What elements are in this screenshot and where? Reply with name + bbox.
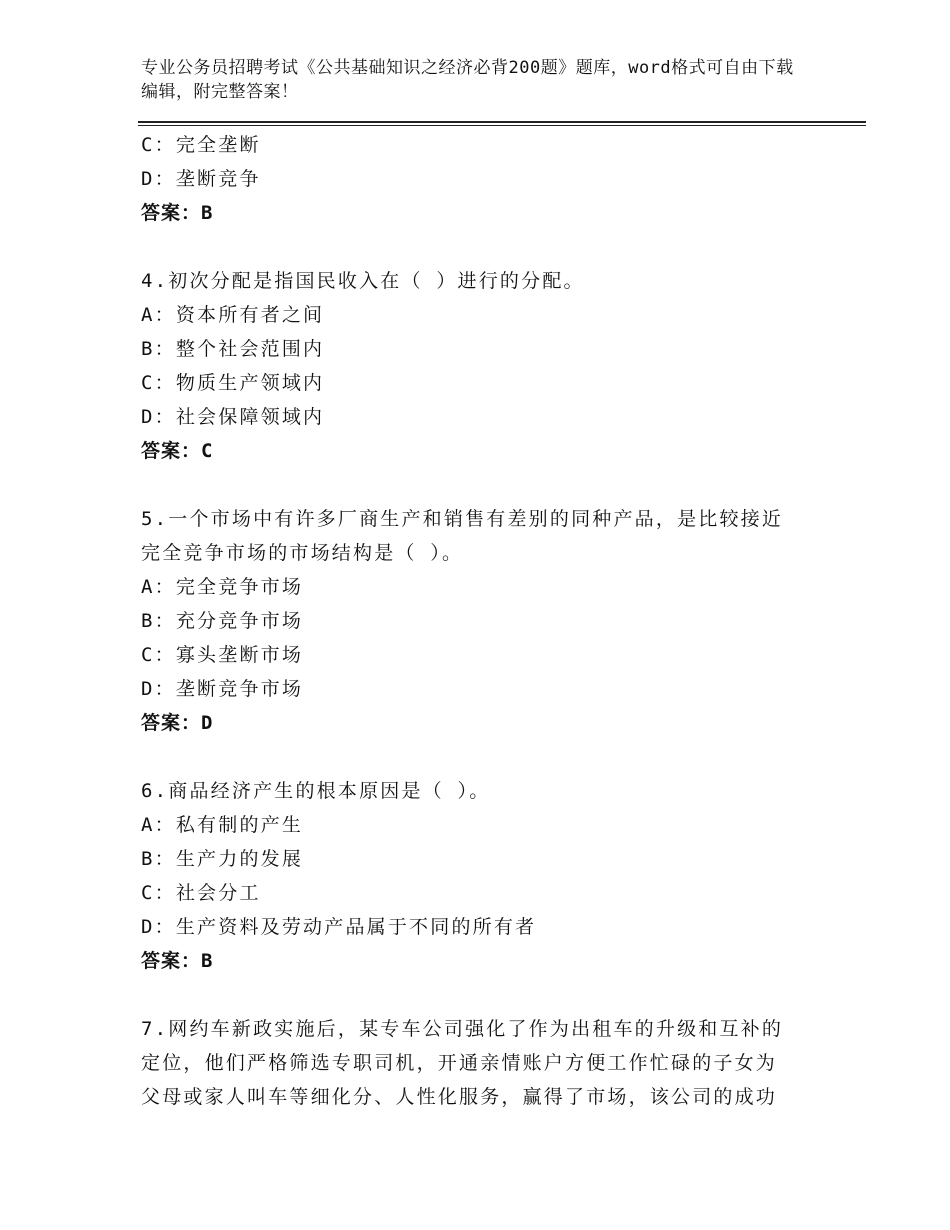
- option-d: D：垄断竞争: [141, 168, 261, 190]
- spacer: [141, 468, 811, 502]
- question-5-text-line-2: 完全竞争市场的市场结构是（ ）。: [141, 542, 464, 564]
- answer-label: 答案：B: [141, 950, 214, 972]
- question-4-text: 4.初次分配是指国民收入在（ ）进行的分配。: [141, 270, 585, 292]
- option-c: C：社会分工: [141, 882, 261, 904]
- question-5-text-line-1: 5.一个市场中有许多厂商生产和销售有差别的同种产品，是比较接近: [141, 508, 784, 530]
- option-c: C：完全垄断: [141, 134, 261, 156]
- answer-label: 答案：B: [141, 202, 214, 224]
- option-b: B：生产力的发展: [141, 848, 304, 870]
- option-c: C：物质生产领域内: [141, 372, 325, 394]
- option-d: D：垄断竞争市场: [141, 678, 304, 700]
- question-7-text-line-3: 父母或家人叫车等细化分、人性化服务，赢得了市场，该公司的成功: [141, 1086, 778, 1108]
- question-7-text-line-2: 定位，他们严格筛选专职司机，开通亲情账户方便工作忙碌的子女为: [141, 1052, 778, 1074]
- option-b: B：整个社会范围内: [141, 338, 325, 360]
- header-rule-thin: [138, 125, 866, 126]
- page-header: 专业公务员招聘考试《公共基础知识之经济必背200题》题库，word格式可自由下载编辑，附完整答案！: [141, 58, 794, 102]
- spacer: [141, 230, 811, 264]
- question-7-text-line-1: 7.网约车新政实施后，某专车公司强化了作为出租车的升级和互补的: [141, 1018, 784, 1040]
- option-b: B：充分竞争市场: [141, 610, 304, 632]
- question-6-text: 6.商品经济产生的根本原因是（ ）。: [141, 780, 491, 802]
- answer-label: 答案：D: [141, 712, 214, 734]
- answer-label: 答案：C: [141, 440, 214, 462]
- option-a: A：完全竞争市场: [141, 576, 304, 598]
- option-d: D：社会保障领域内: [141, 406, 325, 428]
- spacer: [141, 740, 811, 774]
- option-a: A：资本所有者之间: [141, 304, 325, 326]
- question-content: [141, 128, 811, 1114]
- spacer: [141, 978, 811, 1012]
- option-a: A：私有制的产生: [141, 814, 304, 836]
- option-c: C：寡头垄断市场: [141, 644, 304, 666]
- header-rule-thick: [138, 121, 866, 123]
- option-d: D：生产资料及劳动产品属于不同的所有者: [141, 916, 537, 938]
